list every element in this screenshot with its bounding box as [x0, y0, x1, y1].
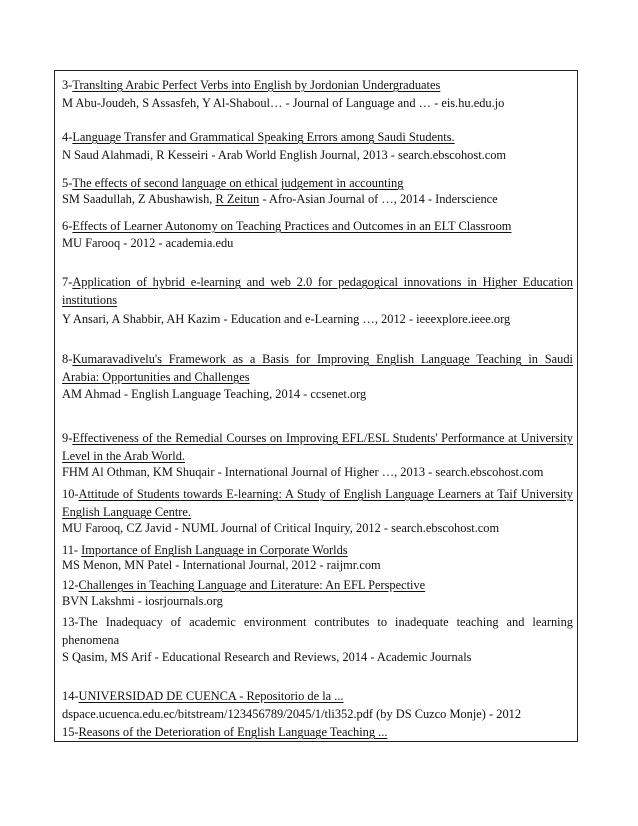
reference-9-source: FHM Al Othman, KM Shuqair - International Journal of Higher …, 2013 - search.ebscohost.com [62, 465, 544, 479]
reference-title-link[interactable]: Application of hybrid e-learning and web 2.0 for pedagogical innovations in Higher Education [72, 275, 573, 289]
reference-10-source: MU Farooq, CZ Javid - NUML Journal of Critical Inquiry, 2012 - search.ebscohost.com [62, 521, 500, 535]
reference-11-source: MS Menon, MN Patel - International Journal, 2012 - raijmr.com [62, 558, 381, 572]
reference-number: 5- [62, 176, 73, 190]
reference-14-title [62, 689, 344, 704]
reference-7-title [62, 273, 573, 309]
reference-title-link[interactable]: Effectiveness of the Remedial Courses on Improving EFL/ESL Students' Performance at University [72, 431, 573, 445]
reference-title-link[interactable]: Kumaravadivelu's Framework as a Basis for Improving English Language Teaching in Saudi [72, 352, 573, 366]
reference-title-link[interactable]: Translting Arabic Perfect Verbs into English by Jordonian Undergraduates [72, 78, 441, 92]
reference-title-link[interactable]: Effects of Learner Autonomy on Teaching Practices and Outcomes in an ELT Classroom [72, 219, 512, 233]
reference-title-link[interactable]: Challenges in Teaching Language and Literature: An EFL Perspective [78, 578, 426, 592]
reference-8-title [62, 350, 573, 386]
reference-8-source: AM Ahmad - English Language Teaching, 2014 - ccsenet.org [62, 387, 367, 401]
reference-15-title [62, 725, 387, 740]
reference-6-source: MU Farooq - 2012 - academia.edu [62, 236, 234, 250]
reference-number: 11- [62, 543, 82, 557]
reference-6-title [62, 219, 511, 234]
reference-12-title [62, 578, 425, 593]
reference-number: 14- [62, 689, 79, 703]
reference-number: 3- [62, 78, 73, 92]
reference-title-link-continued[interactable]: Level in the Arab World. [62, 449, 185, 463]
reference-13-source: S Qasim, MS Arif - Educational Research and Reviews, 2014 - Academic Journals [62, 650, 472, 664]
reference-13-title [62, 613, 573, 649]
reference-title-link[interactable]: Attitude of Students towards E-learning: A Study of English Language Learners at Taif University [78, 487, 573, 501]
reference-number: 15- [62, 725, 79, 739]
author-link[interactable]: R Zeitun [215, 192, 260, 206]
reference-title-continued: phenomena [62, 633, 120, 647]
reference-authors: SM Saadullah, Z Abushawish, [62, 192, 216, 206]
reference-3-source: M Abu-Joudeh, S Assasfeh, Y Al-Shaboul… - Journal of Language and … - eis.hu.edu.jo [62, 96, 505, 110]
reference-number: 7- [62, 275, 73, 289]
reference-number: 13- [62, 615, 79, 629]
reference-title-link[interactable]: Language Transfer and Grammatical Speaking Errors among Saudi Students. [72, 130, 455, 144]
reference-title-link[interactable]: Importance of English Language in Corporate Worlds [81, 543, 348, 557]
reference-10-title [62, 485, 573, 521]
reference-5-title [62, 176, 403, 191]
reference-title-link[interactable]: The effects of second language on ethical judgement in accounting [72, 176, 404, 190]
reference-14-source: dspace.ucuenca.edu.ec/bitstream/123456789/2045/1/tli352.pdf (by DS Cuzco Monje) - 2012 [62, 707, 522, 721]
reference-title-link-continued[interactable]: Arabia: Opportunities and Challenges [62, 370, 250, 384]
reference-title-link[interactable]: Reasons of the Deterioration of English Language Teaching ... [78, 725, 388, 739]
reference-venue: - Afro-Asian Journal of …, 2014 - Inderscience [259, 192, 498, 206]
reference-11-title [62, 543, 348, 558]
reference-title-link[interactable]: UNIVERSIDAD DE CUENCA - Repositorio de la ... [78, 689, 344, 703]
reference-number: 10- [62, 487, 79, 501]
reference-5-source [62, 192, 498, 207]
reference-3-title [62, 78, 440, 93]
reference-title-link-continued[interactable]: English Language Centre. [62, 505, 192, 519]
reference-number: 4- [62, 130, 73, 144]
reference-7-source: Y Ansari, A Shabbir, AH Kazim - Education and e-Learning …, 2012 - ieeexplore.ieee.org [62, 312, 511, 326]
reference-number: 9- [62, 431, 73, 445]
reference-9-title [62, 429, 573, 465]
reference-number: 12- [62, 578, 79, 592]
reference-4-source: N Saud Alahmadi, R Kesseiri - Arab World English Journal, 2013 - search.ebscohost.com [62, 148, 507, 162]
reference-number: 8- [62, 352, 73, 366]
reference-title: The Inadequacy of academic environment contributes to inadequate teaching and learning [78, 615, 573, 629]
reference-12-source: BVN Lakshmi - iosrjournals.org [62, 594, 223, 608]
reference-4-title [62, 130, 455, 145]
reference-number: 6- [62, 219, 73, 233]
reference-title-link-continued[interactable]: institutions [62, 293, 118, 307]
